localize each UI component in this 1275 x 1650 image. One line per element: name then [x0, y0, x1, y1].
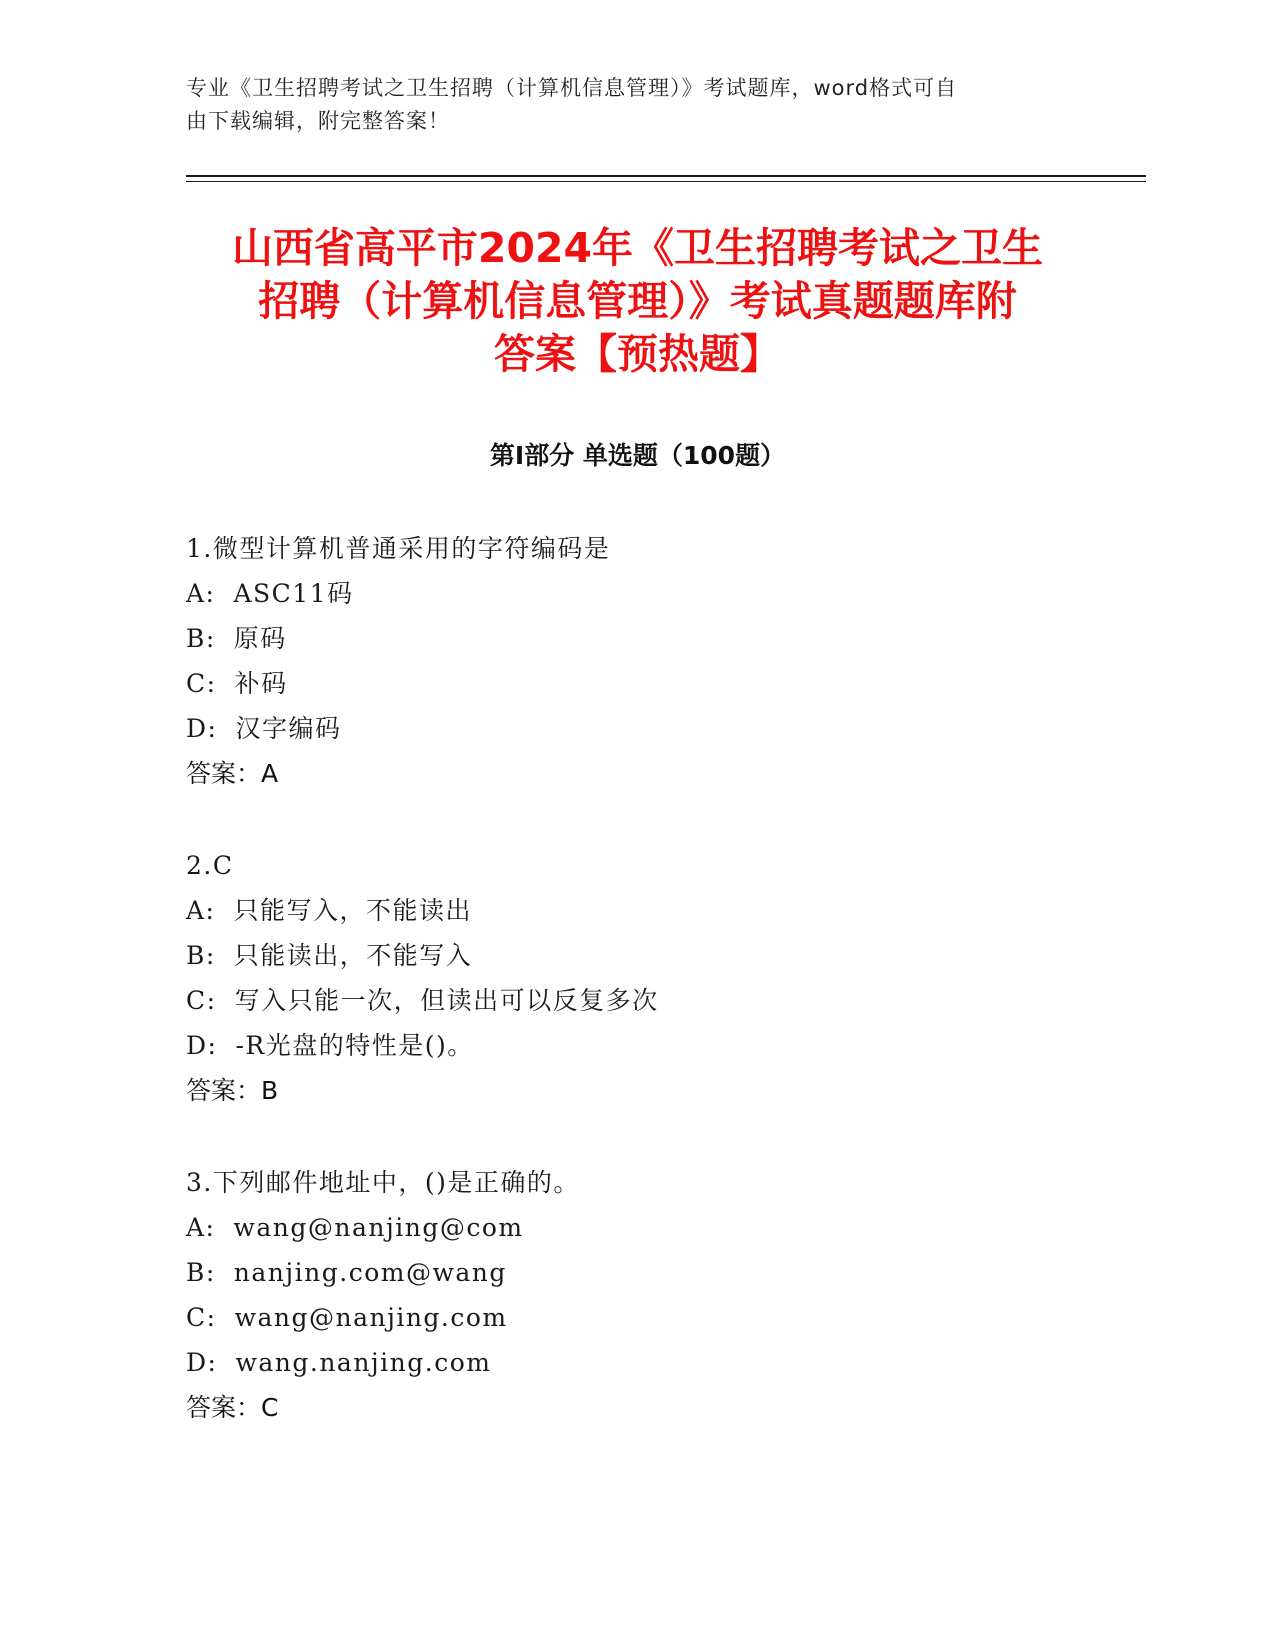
option-text: 写入只能一次，但读出可以反复多次 [234, 986, 659, 1015]
option-c [186, 1295, 1186, 1340]
option-b [186, 616, 1186, 661]
option-text: ASC11码 [233, 579, 354, 608]
option-d [186, 1023, 1186, 1068]
option-d [186, 1340, 1186, 1385]
header-divider-thick [186, 175, 1146, 177]
option-text: 补码 [234, 669, 288, 698]
option-text: 原码 [233, 624, 287, 653]
title-line-2: 招聘（计算机信息管理）》考试真题题库附 [258, 277, 1017, 325]
option-label: C: [186, 669, 217, 698]
intro-line-1: 专业《卫生招聘考试之卫生招聘（计算机信息管理）》考试题库，word格式可自 [186, 76, 958, 100]
option-text: 汉字编码 [235, 714, 342, 743]
answer-line: 答案：C [186, 1393, 279, 1422]
document-title [160, 222, 1115, 381]
option-text: -R光盘的特性是()。 [235, 1031, 474, 1060]
option-b [186, 933, 1186, 978]
option-label: C: [186, 1303, 217, 1332]
option-label: D: [186, 714, 218, 743]
option-a [186, 571, 1186, 616]
option-text: wang@nanjing.com [234, 1303, 508, 1332]
title-line-1: 山西省高平市2024年《卫生招聘考试之卫生 [231, 224, 1044, 272]
option-b [186, 1250, 1186, 1295]
option-text: wang.nanjing.com [235, 1348, 492, 1377]
option-c [186, 661, 1186, 706]
option-text: 只能读出，不能写入 [233, 941, 473, 970]
option-label: D: [186, 1031, 218, 1060]
question-stem: 1.微型计算机普通采用的字符编码是 [186, 534, 611, 563]
option-text: 只能写入，不能读出 [233, 896, 472, 925]
question-stem: 2.C [186, 851, 234, 880]
question-2 [186, 843, 1186, 1113]
option-a [186, 888, 1186, 933]
question-stem: 3.下列邮件地址中，()是正确的。 [186, 1168, 580, 1197]
document-intro [186, 72, 1066, 138]
option-label: A: [186, 896, 216, 925]
question-list [186, 526, 1186, 1477]
option-label: B: [186, 941, 216, 970]
option-d [186, 706, 1186, 751]
option-label: A: [186, 579, 216, 608]
answer-line: 答案：A [186, 759, 279, 788]
option-a [186, 1205, 1186, 1250]
question-3 [186, 1160, 1186, 1430]
option-text: nanjing.com@wang [233, 1258, 507, 1287]
option-text: wang@nanjing@com [233, 1213, 524, 1242]
question-1 [186, 526, 1186, 796]
option-label: C: [186, 986, 217, 1015]
answer-line: 答案：B [186, 1076, 279, 1105]
header-divider-thin [186, 181, 1146, 182]
option-c [186, 978, 1186, 1023]
option-label: B: [186, 624, 216, 653]
title-line-3: 答案【预热题】 [494, 330, 781, 378]
section-heading: 第Ⅰ部分 单选题（100题） [489, 441, 786, 470]
option-label: B: [186, 1258, 216, 1287]
option-label: D: [186, 1348, 218, 1377]
intro-line-2: 由下载编辑，附完整答案！ [186, 109, 450, 133]
option-label: A: [186, 1213, 216, 1242]
